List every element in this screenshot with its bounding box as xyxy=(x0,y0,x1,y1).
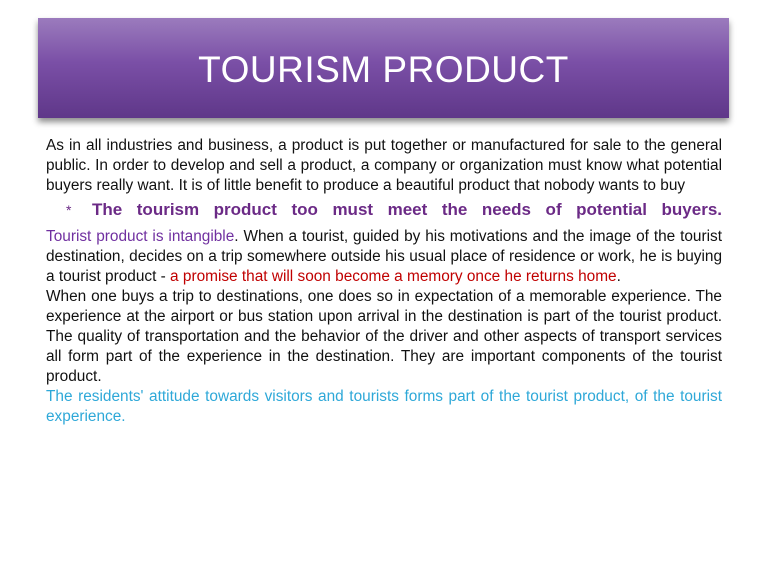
title-bar xyxy=(38,18,729,118)
intangible-end: . xyxy=(616,268,621,285)
promise-highlight: a promise that will soon become a memory once he returns home xyxy=(170,268,617,285)
intangible-body: . When a tourist, guided by his motivations and the image of the tourist destination, decides on a trip somewhere outside his usual place of residence or work, he is buying a tourist product - xyxy=(46,228,723,285)
residents-paragraph: The residents' attitude towards visitors and tourists forms part of the tourist product, of the tourist experience. xyxy=(46,388,722,425)
bullet-text: The tourism product too must meet the needs of potential buyers. xyxy=(92,200,722,219)
experience-paragraph: When one buys a trip to destinations, one does so in expectation of a memorable experience. The experience at the airport or bus station upon arrival in the destination is part of the tourist product. The quality of transportation and the behavior of the driver and other aspects of transport services all form part of the experience in the destination. They are important components of the tourist product. xyxy=(46,288,722,385)
intangible-lead: Tourist product is intangible xyxy=(46,228,235,245)
bullet-icon: * xyxy=(66,202,72,218)
intangible-paragraph xyxy=(46,227,722,287)
intro-paragraph: As in all industries and business, a product is put together or manufactured for sale to the general public. In order to develop and sell a product, a company or organization must know what potential buyers really want. It is of little benefit to produce a beautiful product that nobody wants to buy xyxy=(46,137,722,194)
bullet-point xyxy=(66,199,722,221)
slide-body xyxy=(46,136,722,427)
slide-title: TOURISM PRODUCT xyxy=(198,49,569,90)
